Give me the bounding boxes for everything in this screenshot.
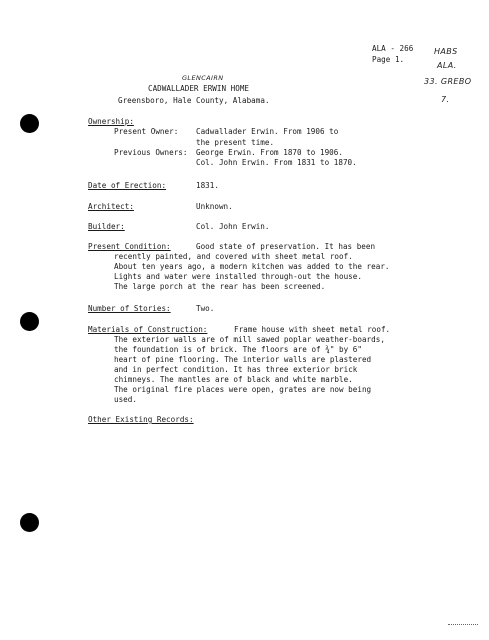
punch-hole-top xyxy=(20,114,39,133)
stories-value: Two. xyxy=(196,304,215,313)
punch-hole-middle xyxy=(20,312,39,331)
document-location: Greensboro, Hale County, Alabama. xyxy=(118,96,270,105)
present-owner-line1: Cadwallader Erwin. From 1906 to xyxy=(196,127,339,136)
materials-label: Materials of Construction: xyxy=(88,325,208,334)
punch-hole-bottom xyxy=(20,513,39,532)
document-title: CADWALLADER ERWIN HOME xyxy=(148,84,250,93)
handwritten-number: 7. xyxy=(441,95,450,104)
date-of-erection-value: 1831. xyxy=(196,181,219,190)
handwritten-state: ALA. xyxy=(437,61,457,70)
materials-line: The exterior walls are of mill sawed poplar weather-boards, xyxy=(114,335,385,344)
materials-line: heart of pine flooring. The interior walls are plastered xyxy=(114,355,372,364)
architect-label: Architect: xyxy=(88,202,134,211)
present-owner-label: Present Owner: xyxy=(114,127,179,136)
ownership-label: Ownership: xyxy=(88,117,134,126)
materials-line: the foundation is of brick. The floors are of ¾" by 6" xyxy=(114,345,362,354)
present-condition-line: About ten years ago, a modern kitchen was added to the rear. xyxy=(114,262,390,271)
present-condition-line: Lights and water were installed through-out the house. xyxy=(114,272,362,281)
page-id-line1: ALA - 266 xyxy=(372,44,414,53)
present-owner-line2: the present time. xyxy=(196,138,275,147)
handwritten-code: 33. GREBO xyxy=(424,77,472,86)
handwritten-habs: HABS xyxy=(434,47,458,56)
present-condition-label: Present Condition: xyxy=(88,242,171,251)
previous-owners-line2: Col. John Erwin. From 1831 to 1870. xyxy=(196,158,357,167)
present-condition-line: Good state of preservation. It has been xyxy=(196,242,376,251)
present-condition-line: The large porch at the rear has been screened. xyxy=(114,282,326,291)
header-note: GLENCAIRN xyxy=(182,74,224,82)
materials-line: Frame house with sheet metal roof. xyxy=(234,325,391,334)
bottom-scan-marks xyxy=(448,624,478,628)
builder-value: Col. John Erwin. xyxy=(196,222,270,231)
architect-value: Unknown. xyxy=(196,202,233,211)
materials-line: The original fire places were open, grates are now being xyxy=(114,385,372,394)
materials-line: used. xyxy=(114,395,137,404)
date-of-erection-label: Date of Erection: xyxy=(88,181,167,190)
previous-owners-label: Previous Owners: xyxy=(114,148,188,157)
builder-label: Builder: xyxy=(88,222,125,231)
materials-line: and in perfect condition. It has three exterior brick xyxy=(114,365,358,374)
materials-line: chimneys. The mantles are of black and white marble. xyxy=(114,375,353,384)
present-condition-line: recently painted, and covered with sheet metal roof. xyxy=(114,252,353,261)
previous-owners-line1: George Erwin. From 1870 to 1906. xyxy=(196,148,343,157)
stories-label: Number of Stories: xyxy=(88,304,171,313)
other-records-label: Other Existing Records: xyxy=(88,415,194,424)
page-id-line2: Page 1. xyxy=(372,55,405,64)
